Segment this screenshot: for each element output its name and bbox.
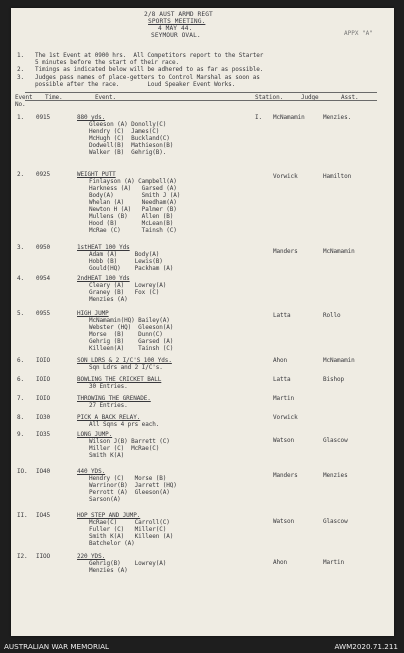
event-entrant-line: Body(A) Smith J (A) bbox=[89, 192, 181, 199]
event-number: I2. bbox=[17, 553, 28, 560]
meeting-date: 4 MAY 44. bbox=[158, 25, 193, 32]
event-number: 3. bbox=[17, 244, 25, 251]
event-number: 9. bbox=[17, 431, 25, 438]
column-event-name: Event. bbox=[95, 94, 117, 101]
event-entrant-line: Sqn Ldrs and 2 I/C's. bbox=[89, 364, 163, 371]
event-time: 0955 bbox=[36, 310, 51, 317]
column-station: Station. bbox=[255, 94, 284, 101]
event-number: IO. bbox=[17, 468, 28, 475]
event-assistant: Martin bbox=[323, 559, 345, 566]
unit-title: 2/8 AUST ARMD REGT bbox=[144, 11, 213, 18]
event-number: 6. bbox=[17, 357, 25, 364]
event-entrant-line: Gehrig (B) Garsed (A) bbox=[89, 338, 174, 345]
event-name: LONG JUMP. bbox=[77, 431, 113, 438]
footer bbox=[0, 640, 404, 653]
instruction-text: The 1st Event at 0900 hrs. All Competitors report to the Starter bbox=[35, 52, 264, 59]
event-number: 4. bbox=[17, 275, 25, 282]
event-name: SON LDRS & 2 I/C'S 100 Yds. bbox=[77, 357, 172, 364]
event-name: HIGH JUMP bbox=[77, 310, 109, 317]
column-no: No. bbox=[15, 101, 26, 108]
event-time: 0925 bbox=[36, 171, 51, 178]
instruction-number: 3. bbox=[17, 74, 25, 81]
event-judge: Latta bbox=[273, 376, 291, 383]
event-entrant-line: Walker (B) Gehrig(B). bbox=[89, 149, 167, 156]
event-entrant-line: Menzies (A) bbox=[89, 296, 128, 303]
event-time: IOIO bbox=[36, 357, 51, 364]
column-asst: Asst. bbox=[341, 94, 359, 101]
event-judge: Latta bbox=[273, 312, 291, 319]
event-entrant-line: Graney (B) Fox (C) bbox=[89, 289, 160, 296]
event-entrant-line: Newton H (A) Palmer (B) bbox=[89, 206, 177, 213]
meeting-title: SPORTS MEETING. bbox=[148, 18, 206, 25]
event-assistant: Menzies bbox=[323, 472, 348, 479]
event-entrant-line: McNamamin(HQ) Bailey(A) bbox=[89, 317, 170, 324]
event-entrant-line: Smith K(A) Killeen (A) bbox=[89, 533, 174, 540]
footer-credit: AUSTRALIAN WAR MEMORIAL bbox=[4, 642, 109, 651]
event-entrant-line: Sarson(A) bbox=[89, 496, 121, 503]
event-judge: Vorwick bbox=[273, 414, 298, 421]
event-entrant-line: Gould(HQ) Packham (A) bbox=[89, 265, 174, 272]
column-rule-top bbox=[25, 92, 377, 93]
meeting-venue: SEYMOUR OVAL. bbox=[151, 32, 201, 39]
event-assistant: Hamilton bbox=[323, 173, 352, 180]
event-time: IO30 bbox=[36, 414, 51, 421]
event-time: IOIO bbox=[36, 395, 51, 402]
event-time: IOIO bbox=[36, 376, 51, 383]
event-name: 440 YDS. bbox=[77, 468, 106, 475]
column-rule-bottom bbox=[25, 100, 377, 101]
instruction-number: 1. bbox=[17, 52, 25, 59]
event-entrant-line: Gleeson (A) Donolly(C) bbox=[89, 121, 167, 128]
event-entrant-line: Hobb (B) Lewis(B) bbox=[89, 258, 163, 265]
event-entrant-line: McHugh (C) Buckland(C) bbox=[89, 135, 170, 142]
column-event: Event bbox=[15, 94, 33, 101]
column-judge: Judge bbox=[301, 94, 319, 101]
event-entrant-line: Smith K(A) bbox=[89, 452, 125, 459]
instruction-text: possible after the race. Loud Speaker Event Works. bbox=[35, 81, 236, 88]
event-entrant-line: Morse (B) Dunn(C) bbox=[89, 331, 163, 338]
event-time: 0950 bbox=[36, 244, 51, 251]
event-time: IO45 bbox=[36, 512, 51, 519]
event-entrant-line: Menzies (A) bbox=[89, 567, 128, 574]
event-entrant-line: All Sqns 4 prs each. bbox=[89, 421, 160, 428]
event-time: 0954 bbox=[36, 275, 51, 282]
event-time: 0915 bbox=[36, 114, 51, 121]
footer-accession: AWM2020.71.211 bbox=[334, 642, 398, 651]
event-number: 7. bbox=[17, 395, 25, 402]
event-entrant-line: Perrott (A) Gleeson(A) bbox=[89, 489, 170, 496]
event-entrant-line: Hendry (C) James(C) bbox=[89, 128, 160, 135]
event-entrant-line: Dodwell(B) Mathieson(B) bbox=[89, 142, 174, 149]
event-entrant-line: Miller (C) McRae(C) bbox=[89, 445, 160, 452]
event-judge: Ahon bbox=[273, 357, 288, 364]
column-time: Time. bbox=[45, 94, 63, 101]
event-judge: Vorwick bbox=[273, 173, 298, 180]
event-judge: Watson bbox=[273, 518, 295, 525]
event-judge: McNamamin bbox=[273, 114, 305, 121]
instruction-number: 2. bbox=[17, 66, 25, 73]
event-number: 5. bbox=[17, 310, 25, 317]
event-number: 8. bbox=[17, 414, 25, 421]
instruction-text: Judges pass names of place-getters to Control Marshal as soon as bbox=[35, 74, 260, 81]
event-time: IO40 bbox=[36, 468, 51, 475]
event-entrant-line: Webster (HQ) Gleeson(A) bbox=[89, 324, 174, 331]
event-number: 1. bbox=[17, 114, 25, 121]
event-name: 880 yds. bbox=[77, 114, 106, 121]
event-number: 2. bbox=[17, 171, 25, 178]
event-entrant-line: Killeen(A) Tainsh (C) bbox=[89, 345, 174, 352]
event-time: IIOO bbox=[36, 553, 51, 560]
event-assistant: Rollo bbox=[323, 312, 341, 319]
instruction-text: 5 minutes before the start of their race. bbox=[35, 59, 180, 66]
event-time: IO35 bbox=[36, 431, 51, 438]
event-judge: Manders bbox=[273, 472, 298, 479]
event-name: PICK A BACK RELAY. bbox=[77, 414, 141, 421]
event-entrant-line: McRae(C) Carroll(C) bbox=[89, 519, 170, 526]
event-entrant-line: Whelan (A) Needham(A) bbox=[89, 199, 177, 206]
event-name: 220 YDS. bbox=[77, 553, 106, 560]
event-entrant-line: Hood (B) McLean(B) bbox=[89, 220, 174, 227]
event-entrant-line: Mullens (B) Allen (B) bbox=[89, 213, 174, 220]
event-entrant-line: Fuller (C) Miller(C) bbox=[89, 526, 167, 533]
event-entrant-line: Hendry (C) Morse (B) bbox=[89, 475, 167, 482]
event-judge: Ahon bbox=[273, 559, 288, 566]
event-judge: Manders bbox=[273, 248, 298, 255]
event-entrant-line: 30 Entries. bbox=[89, 383, 128, 390]
event-entrant-line: Wilson J(B) Barrett (C) bbox=[89, 438, 170, 445]
event-entrant-line: Cleary (A) Lowrey(A) bbox=[89, 282, 167, 289]
event-judge: Martin bbox=[273, 395, 295, 402]
event-judge: Watson bbox=[273, 437, 295, 444]
event-name: 1stHEAT 100 Yds bbox=[77, 244, 130, 251]
event-assistant: Glascow bbox=[323, 437, 348, 444]
event-name: THROWING THE GRENADE. bbox=[77, 395, 151, 402]
event-assistant: Glascow bbox=[323, 518, 348, 525]
event-assistant: McNamamin bbox=[323, 357, 355, 364]
event-entrant-line: Finlayson (A) Campbell(A) bbox=[89, 178, 177, 185]
instruction-text: Timings as indicated below will be adhered to as far as possible. bbox=[35, 66, 264, 73]
event-number: II. bbox=[17, 512, 28, 519]
event-name: WEIGHT PUTT bbox=[77, 171, 116, 178]
event-entrant-line: McRae (C) Tainsh (C) bbox=[89, 227, 177, 234]
appendix-stamp: APPX "A" bbox=[344, 30, 373, 37]
event-station: I. bbox=[255, 114, 263, 121]
event-name: BOWLING THE CRICKET BALL bbox=[77, 376, 162, 383]
event-entrant-line: Adam (A) Body(A) bbox=[89, 251, 160, 258]
event-assistant: Bishop bbox=[323, 376, 345, 383]
event-number: 6. bbox=[17, 376, 25, 383]
document-page bbox=[11, 8, 394, 636]
event-assistant: Menzies. bbox=[323, 114, 352, 121]
event-entrant-line: Warrinor(B) Jarrett (HQ) bbox=[89, 482, 177, 489]
event-name: HOP STEP AND JUMP. bbox=[77, 512, 141, 519]
event-entrant-line: Harkness (A) Garsed (A) bbox=[89, 185, 177, 192]
event-entrant-line: Batchelor (A) bbox=[89, 540, 135, 547]
event-entrant-line: Gehrig(B) Lowrey(A) bbox=[89, 560, 167, 567]
event-assistant: McNamamin bbox=[323, 248, 355, 255]
event-name: 2ndHEAT 100 Yds bbox=[77, 275, 130, 282]
event-entrant-line: 27 Entries. bbox=[89, 402, 128, 409]
